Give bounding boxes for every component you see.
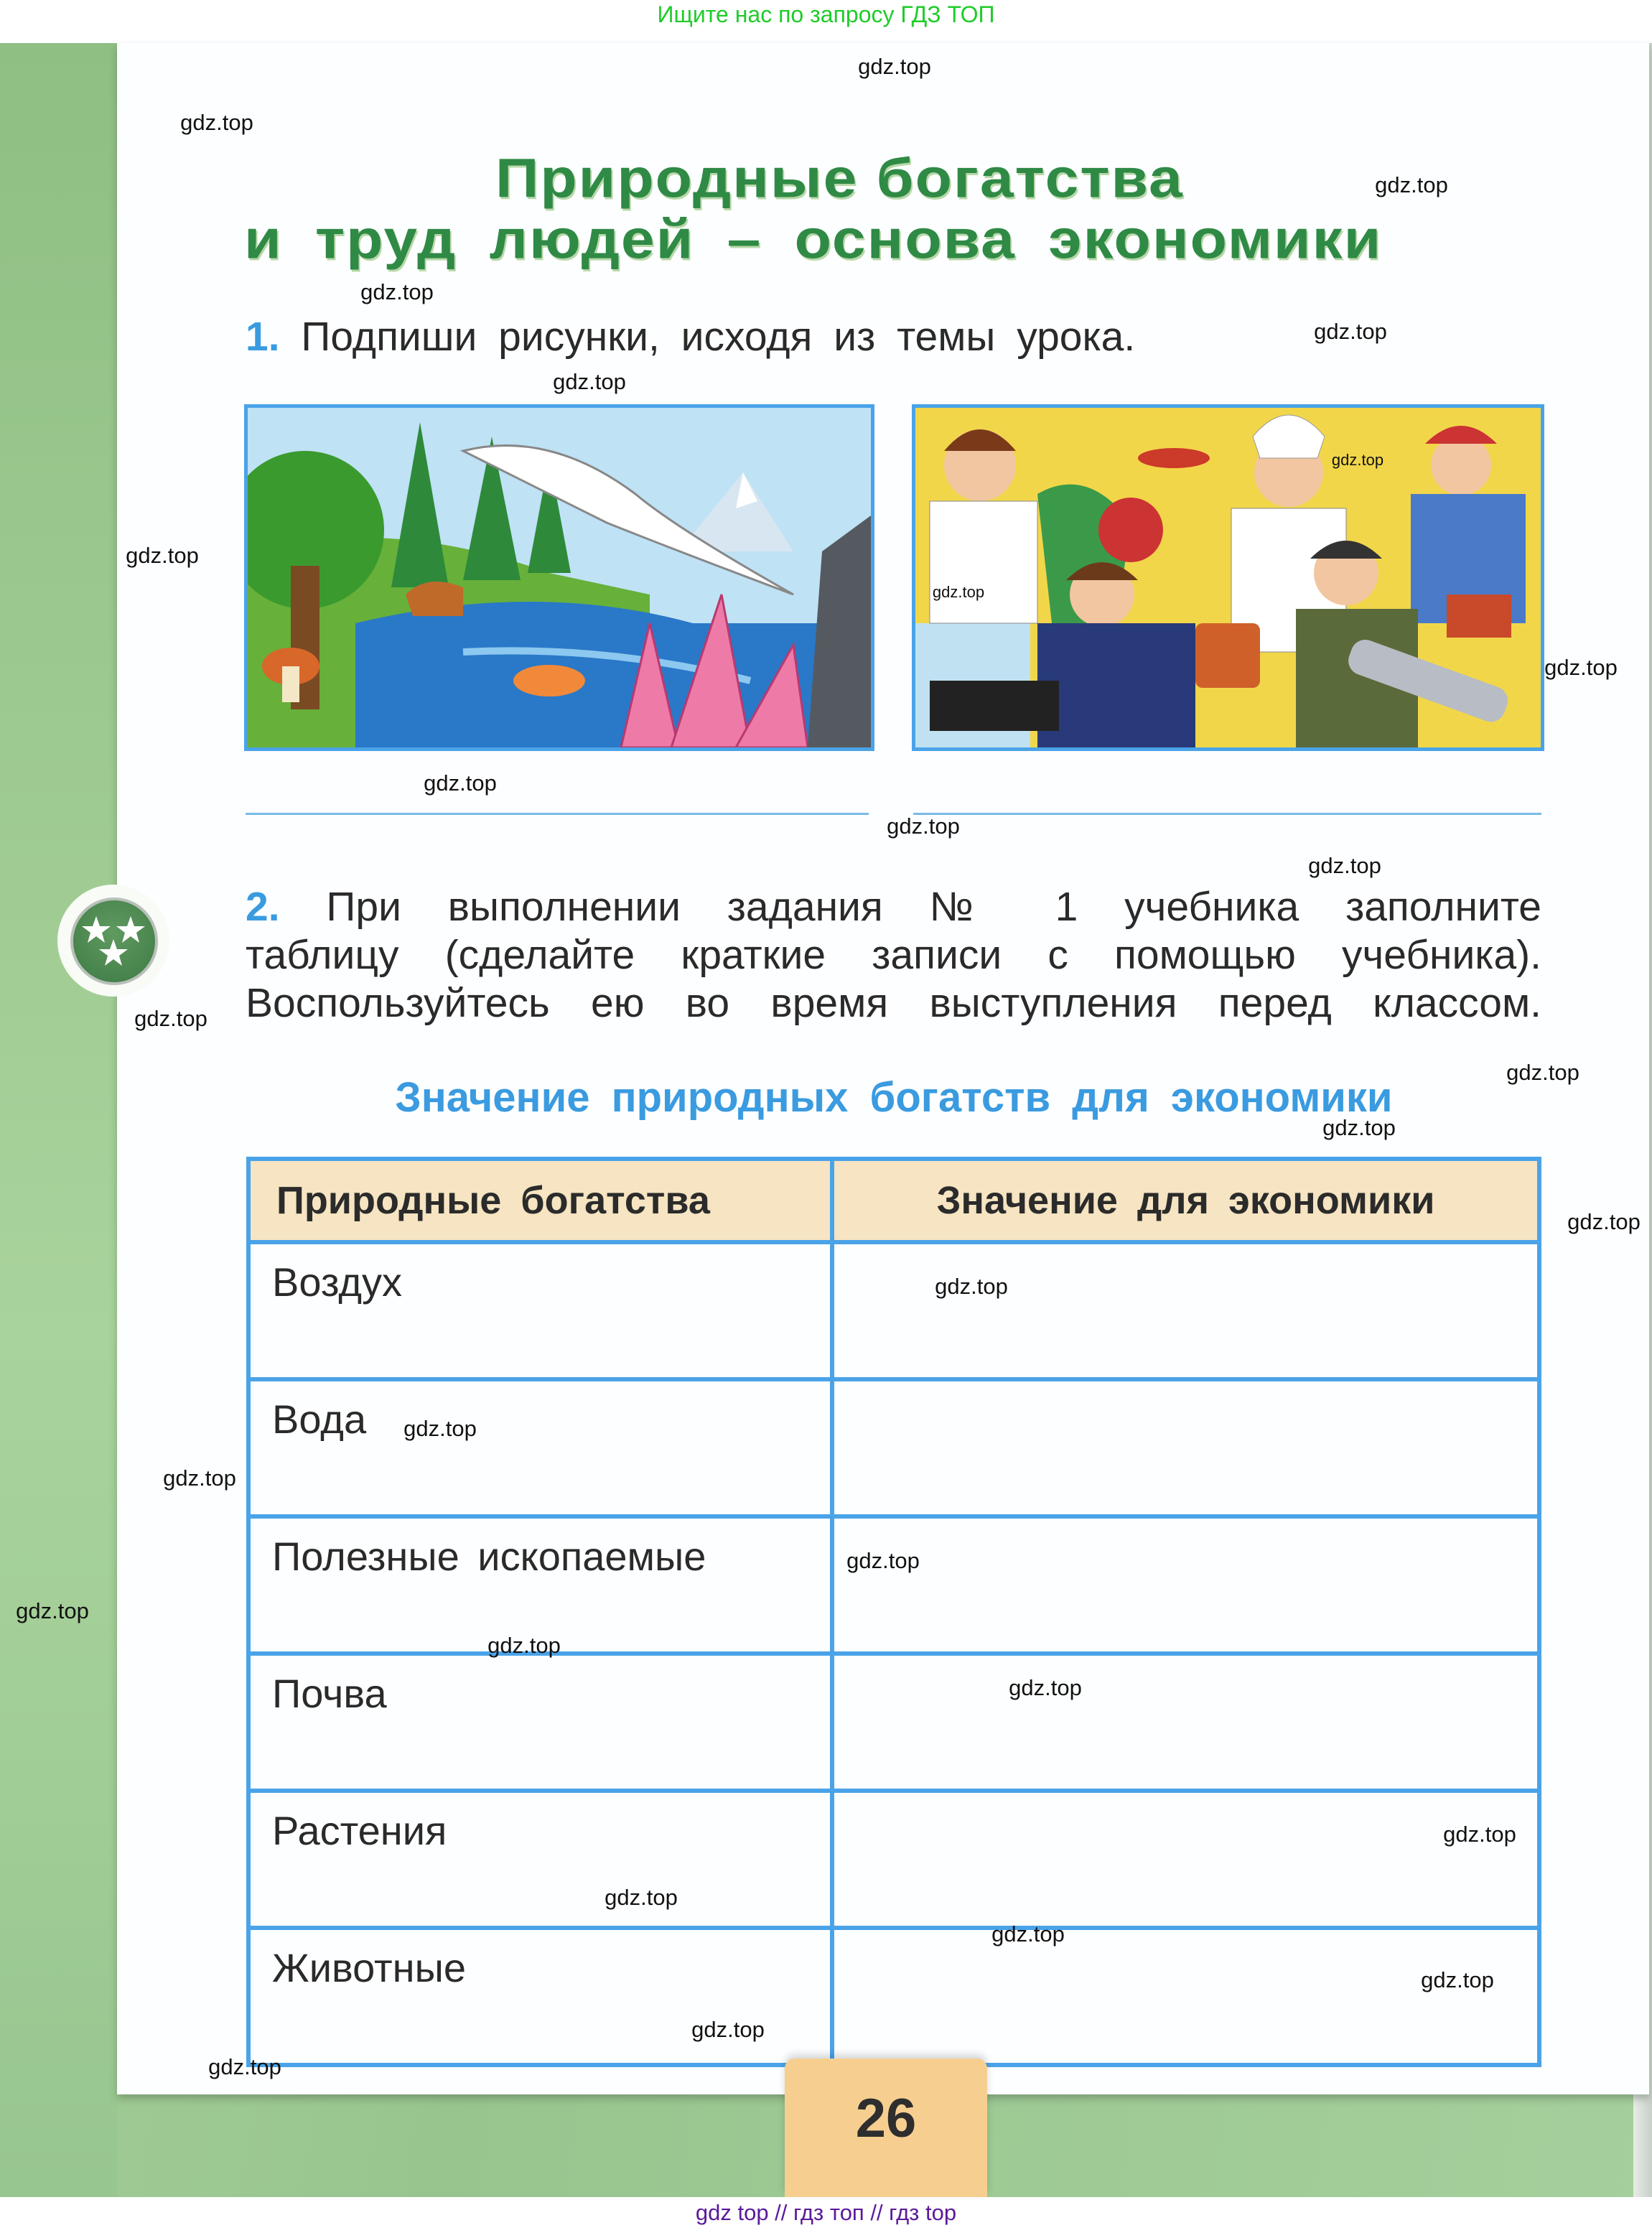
page-title-line-2: и труд людей – основа экономики (244, 208, 1383, 271)
footer-links[interactable]: gdz top // гдз топ // гдз top (695, 2200, 957, 2225)
watermark: gdz.top (1331, 451, 1384, 469)
answer-cell[interactable] (832, 1516, 1539, 1654)
answer-cell[interactable] (832, 1791, 1539, 1928)
table-header-row (248, 1159, 1539, 1242)
page-title-line-1: Природные богатства (495, 146, 1184, 210)
table-row (248, 1516, 1539, 1654)
resource-cell: Животные (248, 1928, 832, 2065)
resource-cell: Воздух (248, 1242, 832, 1379)
page-number: 26 (855, 2088, 917, 2149)
task-2-line-3: Воспользуйтесь ею во время выступления перед классом. (246, 980, 1541, 1026)
watermark: gdz.top (887, 814, 960, 839)
watermark: gdz.top (1443, 1822, 1516, 1847)
watermark: gdz.top (1308, 853, 1381, 878)
watermark: gdz.top (163, 1465, 236, 1491)
watermark: gdz.top (553, 369, 626, 394)
watermark: gdz.top (424, 770, 497, 796)
table-row (248, 1791, 1539, 1928)
column-header: Природные богатства (248, 1159, 832, 1242)
watermark: gdz.top (134, 1006, 207, 1031)
resource-cell: Растения (248, 1791, 832, 1928)
watermark: gdz.top (1567, 1209, 1641, 1234)
table-row (248, 1242, 1539, 1379)
task-2-line-1 (246, 883, 1541, 931)
watermark: gdz.top (991, 1921, 1065, 1947)
watermark: gdz.top (605, 1885, 678, 1910)
answer-cell[interactable] (832, 1379, 1539, 1516)
watermark: gdz.top (180, 110, 253, 135)
task-number: 2. (246, 884, 280, 930)
watermark: gdz.top (1544, 655, 1618, 680)
resource-cell: Полезные ископаемые (248, 1516, 832, 1654)
three-stars-icon (70, 898, 158, 985)
table-row (248, 1654, 1539, 1791)
resource-cell: Вода (248, 1379, 832, 1516)
watermark: gdz.top (935, 1274, 1008, 1299)
caption-line-right[interactable] (913, 813, 1541, 815)
watermark: gdz.top (403, 1416, 477, 1441)
answer-cell[interactable] (832, 1928, 1539, 2065)
caption-line-left[interactable] (246, 813, 869, 815)
table-row (248, 1928, 1539, 2065)
watermark: gdz.top (858, 54, 931, 79)
watermark: gdz.top (1314, 319, 1387, 344)
column-header: Значение для экономики (832, 1159, 1539, 1242)
resources-table (246, 1157, 1541, 2067)
nature-illustration (244, 404, 874, 751)
watermark: gdz.top (846, 1548, 920, 1573)
resource-cell: Почва (248, 1654, 832, 1791)
answer-cell[interactable] (832, 1654, 1539, 1791)
workers-illustration (912, 404, 1544, 751)
task-2 (246, 883, 1541, 1027)
watermark: gdz.top (360, 279, 434, 304)
watermark: gdz.top (126, 543, 199, 568)
watermark: gdz.top (1009, 1675, 1082, 1700)
watermark: gdz.top (1375, 172, 1448, 197)
watermark: gdz.top (16, 1598, 89, 1623)
watermark: gdz.top (487, 1633, 561, 1658)
page-number-tab (785, 2059, 987, 2197)
task-number: 1. (246, 314, 280, 360)
watermark: gdz.top (691, 2017, 765, 2042)
left-margin-strip (0, 43, 117, 2197)
task-text: При выполнении задания № 1 учебника заполните (326, 884, 1541, 930)
table-row (248, 1379, 1539, 1516)
top-banner[interactable]: Ищите нас по запросу ГДЗ ТОП (657, 1, 995, 27)
watermark: gdz.top (1421, 1967, 1494, 1992)
table-heading: Значение природных богатств для экономики (395, 1074, 1393, 1121)
task-1 (246, 313, 1135, 360)
watermark: gdz.top (1506, 1060, 1579, 1085)
task-text: Подпиши рисунки, исходя из темы урока. (301, 314, 1136, 360)
task-2-line-2: таблицу (сделайте краткие записи с помощью учебника). (246, 932, 1541, 978)
watermark: gdz.top (932, 583, 985, 601)
watermark: gdz.top (208, 2054, 281, 2079)
answer-cell[interactable] (832, 1242, 1539, 1379)
watermark: gdz.top (1322, 1115, 1396, 1140)
